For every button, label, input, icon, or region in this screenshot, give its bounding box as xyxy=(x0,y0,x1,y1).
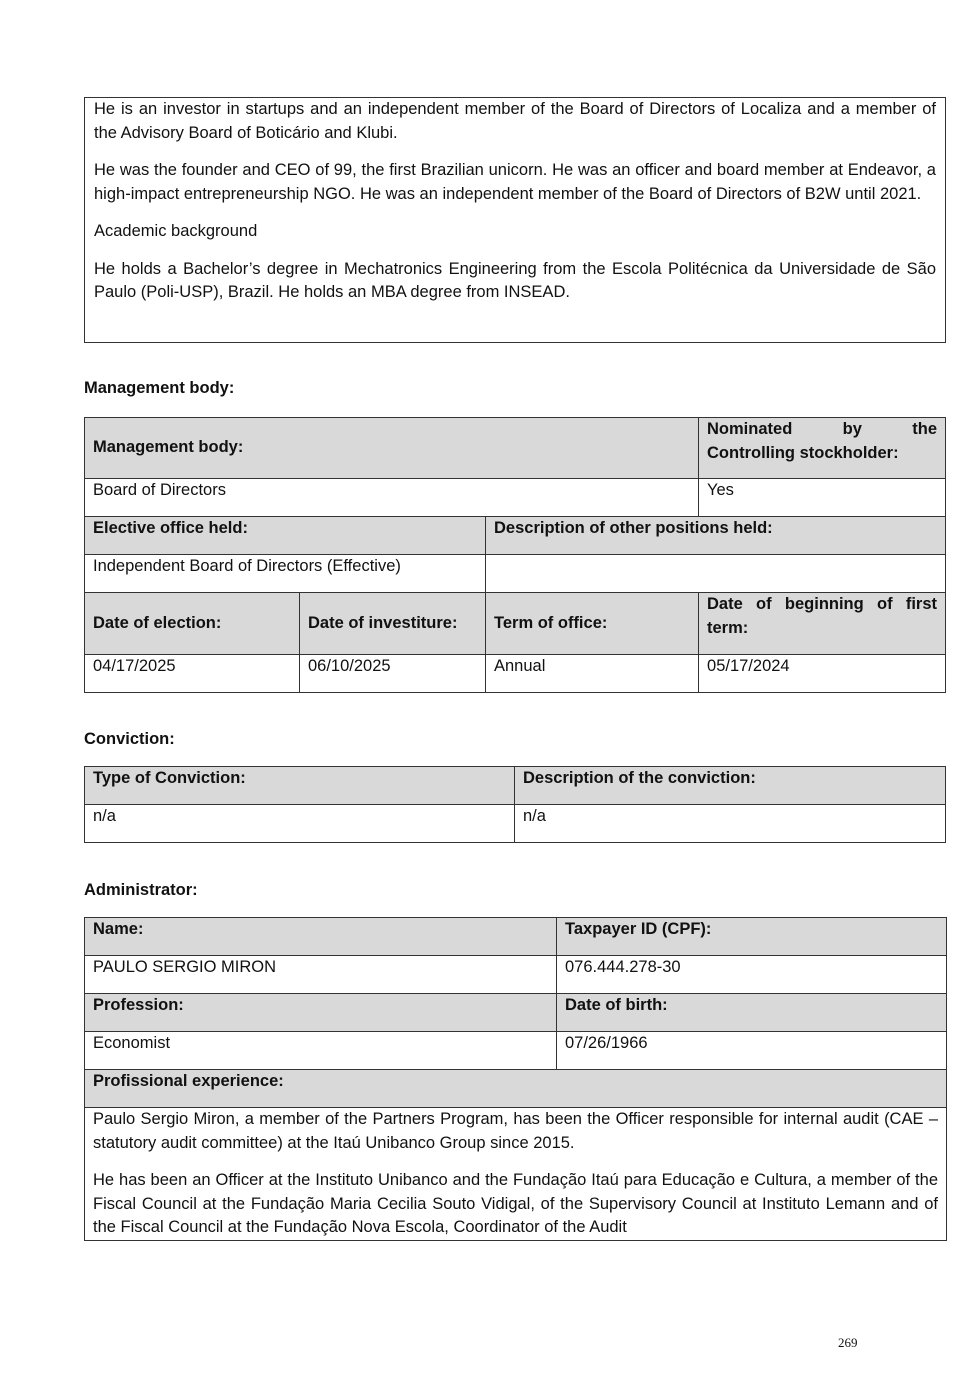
experience-label: Profissional experience: xyxy=(85,1070,947,1108)
nominated-label-line1: Nominated by the xyxy=(707,420,938,438)
other-positions-label: Description of other positions held: xyxy=(486,517,946,555)
elective-office-value: Independent Board of Directors (Effective) xyxy=(85,555,486,593)
experience-paragraph: Paulo Sergio Miron, a member of the Partners Program, has been the Officer responsible for internal audit (CAE – statutory audit committee) at the Itaú Unibanco Group since 2015. xyxy=(93,1110,938,1152)
management-body-value: Board of Directors xyxy=(85,479,699,517)
name-label: Name: xyxy=(85,918,557,956)
birth-date-value: 07/26/1966 xyxy=(557,1032,947,1070)
experience-paragraph: He has been an Officer at the Instituto Unibanco and the Fundação Itaú para Educação e Cultura, a member of the Fiscal Council at the Fundação Maria Cecilia Souto Vidigal, of the Supervisory Council at Instituto Lemann and of the Fiscal Council at the Fundação Nova Escola, Coordinator of the Audit xyxy=(93,1171,938,1236)
bio-paragraph: He was the founder and CEO of 99, the first Brazilian unicorn. He was an officer and board member at Endeavor, a high-impact entrepreneurship NGO. He was an independent member of the Board of Directors of B2W until 2021. xyxy=(94,161,936,203)
page-number: 269 xyxy=(838,1335,858,1350)
profession-label: Profession: xyxy=(85,994,557,1032)
name-value: PAULO SERGIO MIRON xyxy=(85,956,557,994)
cpf-value: 076.444.278-30 xyxy=(557,956,947,994)
election-date-label: Date of election: xyxy=(85,593,300,655)
bio-box xyxy=(84,97,946,343)
cpf-label: Taxpayer ID (CPF): xyxy=(557,918,947,956)
first-term-label: Date of beginning of first term: xyxy=(699,593,946,655)
management-table xyxy=(84,417,946,693)
nominated-value: Yes xyxy=(699,479,946,517)
conviction-table xyxy=(84,766,946,843)
term-label: Term of office: xyxy=(486,593,699,655)
nominated-label xyxy=(699,418,946,479)
experience-content xyxy=(85,1108,947,1241)
bio-subheading: Academic background xyxy=(94,222,258,240)
elective-office-label: Elective office held: xyxy=(85,517,486,555)
administrator-section-title: Administrator: xyxy=(84,881,198,899)
profession-value: Economist xyxy=(85,1032,557,1070)
term-value: Annual xyxy=(486,655,699,693)
conviction-section-title: Conviction: xyxy=(84,730,175,748)
management-body-label: Management body: xyxy=(85,418,699,479)
nominated-label-line2: Controlling stockholder: xyxy=(707,443,899,462)
first-term-value: 05/17/2024 xyxy=(699,655,946,693)
conviction-type-value: n/a xyxy=(85,805,515,843)
investiture-date-label: Date of investiture: xyxy=(300,593,486,655)
conviction-description-value: n/a xyxy=(515,805,946,843)
conviction-description-label: Description of the conviction: xyxy=(515,767,946,805)
management-section-title: Management body: xyxy=(84,379,235,397)
birth-date-label: Date of birth: xyxy=(557,994,947,1032)
conviction-type-label: Type of Conviction: xyxy=(85,767,515,805)
other-positions-value xyxy=(486,555,946,593)
administrator-table xyxy=(84,917,947,1241)
bio-paragraph: He is an investor in startups and an independent member of the Board of Directors of Localiza and a member of the Advisory Board of Boticário and Klubi. xyxy=(94,100,936,142)
election-date-value: 04/17/2025 xyxy=(85,655,300,693)
investiture-date-value: 06/10/2025 xyxy=(300,655,486,693)
bio-paragraph: He holds a Bachelor’s degree in Mechatronics Engineering from the Escola Politécnica da Universidade de São Paulo (Poli-USP), Brazil. He holds an MBA degree from INSEAD. xyxy=(94,259,936,301)
